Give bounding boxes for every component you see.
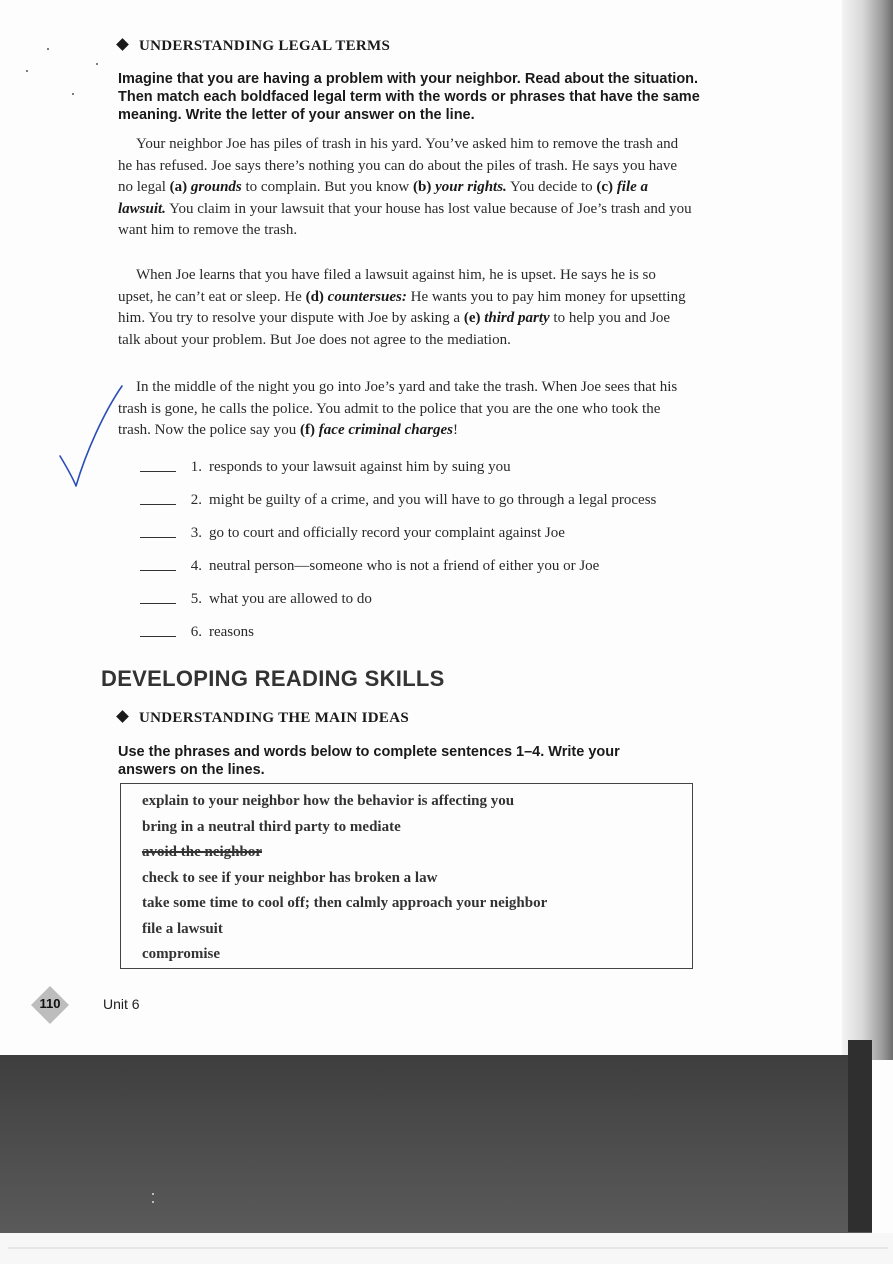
word-bank-phrase-struck: avoid the neighbor: [142, 844, 263, 860]
word-bank-phrase: explain to your neighbor how the behavior is affecting you: [142, 793, 515, 809]
answer-blank[interactable]: [140, 522, 176, 538]
answer-blank[interactable]: [140, 588, 176, 604]
scan-bottom-shadow: [0, 1055, 872, 1233]
scan-bottom-rule: [8, 1247, 888, 1249]
answer-blank[interactable]: [140, 555, 176, 571]
answer-blank[interactable]: [140, 489, 176, 505]
word-bank-phrase: file a lawsuit: [142, 920, 223, 937]
word-bank-phrase: take some time to cool off; then calmly approach your neighbor: [142, 895, 548, 911]
answer-blank[interactable]: [140, 621, 176, 637]
section-heading-main-ideas: [118, 710, 409, 727]
story-paragraph-1: Your neighbor Joe has piles of trash in his yard. You’ve asked him to remove the trash and he has refused. Joe says there’s nothing you can do about the piles of trash. He says you have no legal (a) grounds to complain. But you know (b) your rights. You decide to (c) file a lawsuit. You claim in your lawsuit that your house has lost value because of Joe’s trash and you want him to remove the trash.: [118, 136, 692, 238]
list-item: 5. what you are allowed to do: [140, 588, 680, 611]
word-bank-phrase: bring in a neutral third party to mediate: [142, 818, 401, 835]
section-heading-legal-terms: [118, 38, 390, 55]
unit-label: Unit 6: [103, 996, 140, 1012]
story-paragraph-2: When Joe learns that you have filed a lawsuit against him, he is upset. He says he is so upset, he can’t eat or sleep. He (d) countersues: He wants you to pay him money for upsetting him. You try to resolve your dispute with Joe by asking a (e) third party to help you and Joe talk about your problem. But Joe does not agree to the mediation.: [118, 267, 686, 348]
list-item: 6. reasons: [140, 621, 680, 644]
answer-blank[interactable]: [140, 456, 176, 472]
matching-items-list: [140, 456, 680, 654]
exercise-instructions: Use the phrases and words below to complete sentences 1–4. Write your answers on the lines.: [118, 744, 620, 778]
word-bank-box: [120, 783, 693, 969]
section-heading-text: UNDERSTANDING THE MAIN IDEAS: [139, 710, 409, 726]
scan-speck: [26, 70, 28, 72]
section-heading-text: UNDERSTANDING LEGAL TERMS: [139, 38, 391, 54]
list-item: 3. go to court and officially record your complaint against Joe: [140, 522, 680, 545]
list-item: 2. might be guilty of a crime, and you will have to go through a legal process: [140, 489, 680, 512]
exercise-instructions: Imagine that you are having a problem with your neighbor. Read about the situation. Then match each boldfaced legal term with the words or phrases that have the same meaning. Write the letter of your answer on the line.: [118, 71, 700, 123]
scan-speck: [47, 48, 49, 50]
list-item: 1. responds to your lawsuit against him by suing you: [140, 456, 680, 479]
diamond-bullet-icon: [116, 38, 129, 51]
handwritten-checkmark-icon: [56, 382, 126, 492]
scan-speck: [72, 93, 74, 95]
scan-corner-shadow: [848, 1040, 872, 1232]
word-bank-phrase: check to see if your neighbor has broken a law: [142, 869, 438, 886]
story-paragraph-3: In the middle of the night you go into Joe’s yard and take the trash. When Joe sees that his trash is gone, he calls the police. You admit to the police that you are the one who took the trash. Now the police say you (f) face criminal charges!: [118, 379, 678, 438]
diamond-bullet-icon: [116, 710, 129, 723]
scan-speck: [152, 1201, 154, 1203]
scan-speck: [152, 1193, 154, 1195]
list-item: 4. neutral person—someone who is not a friend of either you or Joe: [140, 555, 680, 578]
page-edge-shadow: [842, 0, 893, 1060]
scan-speck: [96, 63, 98, 65]
word-bank-phrase: compromise: [142, 946, 221, 962]
page-number: 110: [39, 996, 61, 1011]
chapter-section-title: DEVELOPING READING SKILLS: [101, 666, 445, 691]
